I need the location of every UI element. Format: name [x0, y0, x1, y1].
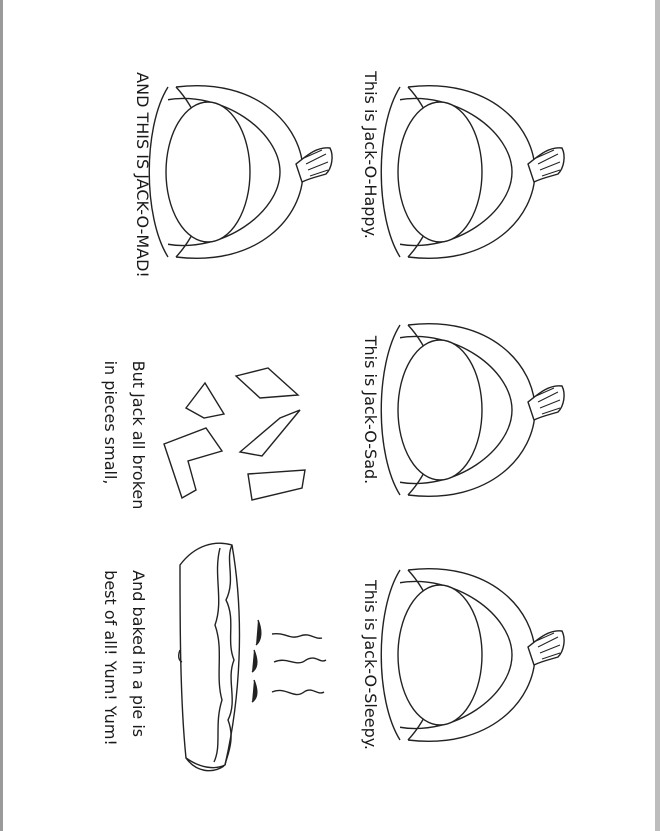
pie-illustration — [179, 543, 326, 770]
pumpkin-sleepy — [381, 569, 564, 742]
pumpkin-mad — [149, 86, 332, 259]
caption-pie-line1: And baked in a pie is — [129, 570, 148, 738]
broken-pumpkin-pieces — [164, 368, 305, 500]
pumpkin-happy — [381, 86, 564, 259]
pumpkin-sad — [381, 324, 564, 497]
caption-jack-o-sad: This is Jack-O-Sad. — [361, 335, 380, 485]
caption-jack-o-sleepy: This is Jack-O-Sleepy. — [361, 580, 380, 750]
caption-broken-line2: in pieces small, — [101, 360, 120, 485]
caption-broken-line1: But Jack all broken — [129, 360, 148, 510]
caption-pie — [96, 570, 152, 746]
caption-jack-o-mad: AND THIS IS JACK-O-MAD! — [133, 72, 152, 278]
caption-jack-o-happy: This is Jack-O-Happy. — [361, 71, 380, 239]
caption-broken — [96, 361, 152, 510]
caption-pie-line2: best of all! Yum! Yum! — [101, 570, 120, 746]
